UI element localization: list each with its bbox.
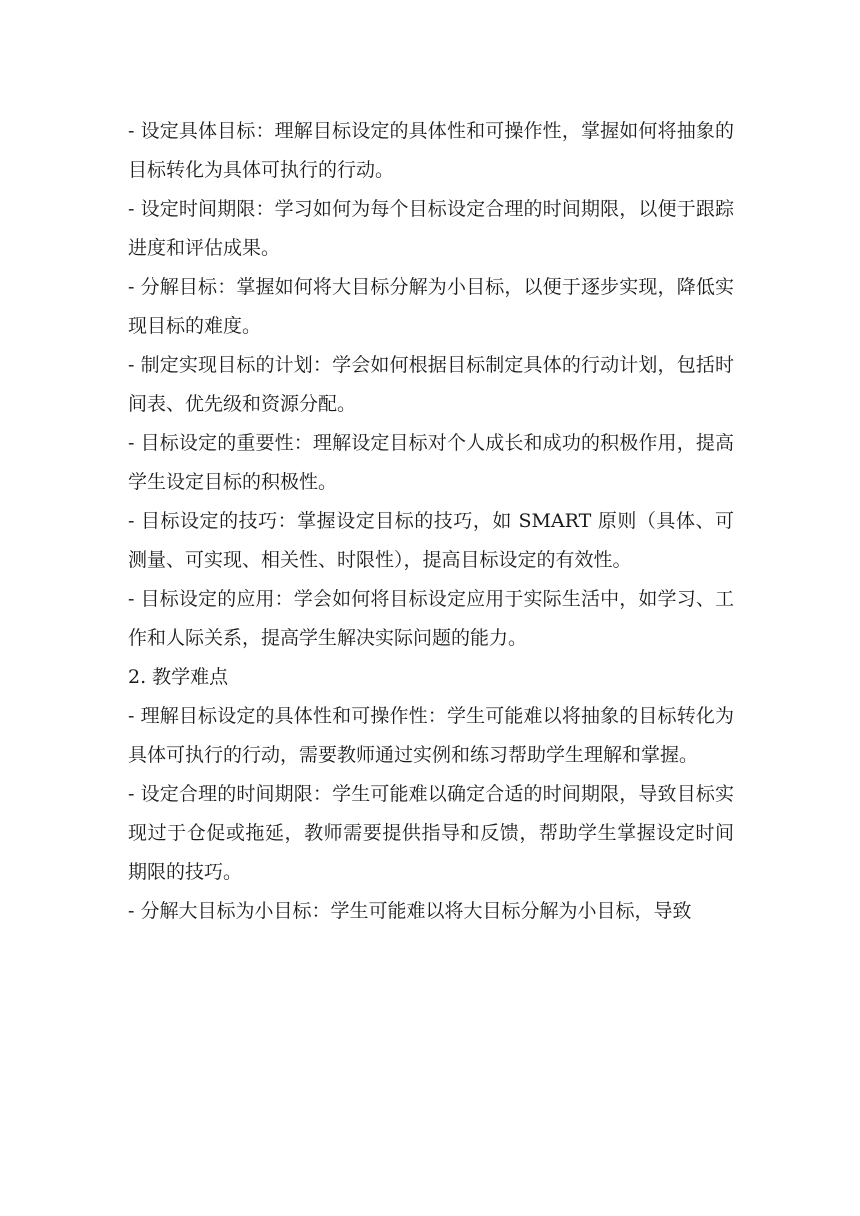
paragraph-difficulty-time-limit: - 设定合理的时间期限：学生可能难以确定合适的时间期限，导致目标实现过于仓促或拖延，教师需要提供指导和反馈，帮助学生掌握设定时间期限的技巧。	[128, 783, 734, 883]
paragraph-application: - 目标设定的应用：学会如何将目标设定应用于实际生活中，如学习、工作和人际关系，提高学生解决实际问题的能力。	[128, 588, 734, 649]
paragraph-time-limit: - 设定时间期限：学习如何为每个目标设定合理的时间期限，以便于跟踪进度和评估成果。	[128, 198, 734, 259]
paragraph-importance: - 目标设定的重要性：理解设定目标对个人成长和成功的积极作用，提高学生设定目标的积极性。	[128, 432, 734, 493]
paragraph-specific-goals: - 设定具体目标：理解目标设定的具体性和可操作性，掌握如何将抽象的目标转化为具体可执行的行动。	[128, 120, 734, 181]
paragraph-difficulty-specificity: - 理解目标设定的具体性和可操作性：学生可能难以将抽象的目标转化为具体可执行的行动，需要教师通过实例和练习帮助学生理解和掌握。	[128, 705, 734, 766]
paragraph-decompose-goals: - 分解目标：掌握如何将大目标分解为小目标，以便于逐步实现，降低实现目标的难度。	[128, 276, 734, 337]
paragraph-difficulty-decompose: - 分解大目标为小目标：学生可能难以将大目标分解为小目标，导致	[128, 900, 692, 922]
section-heading-teaching-difficulties: 2. 教学难点	[128, 666, 229, 688]
paragraph-action-plan: - 制定实现目标的计划：学会如何根据目标制定具体的行动计划，包括时间表、优先级和资源分配。	[128, 354, 734, 415]
document-body	[128, 112, 734, 931]
paragraph-techniques: - 目标设定的技巧：掌握设定目标的技巧，如 SMART 原则（具体、可测量、可实现、相关性、时限性），提高目标设定的有效性。	[128, 510, 734, 571]
